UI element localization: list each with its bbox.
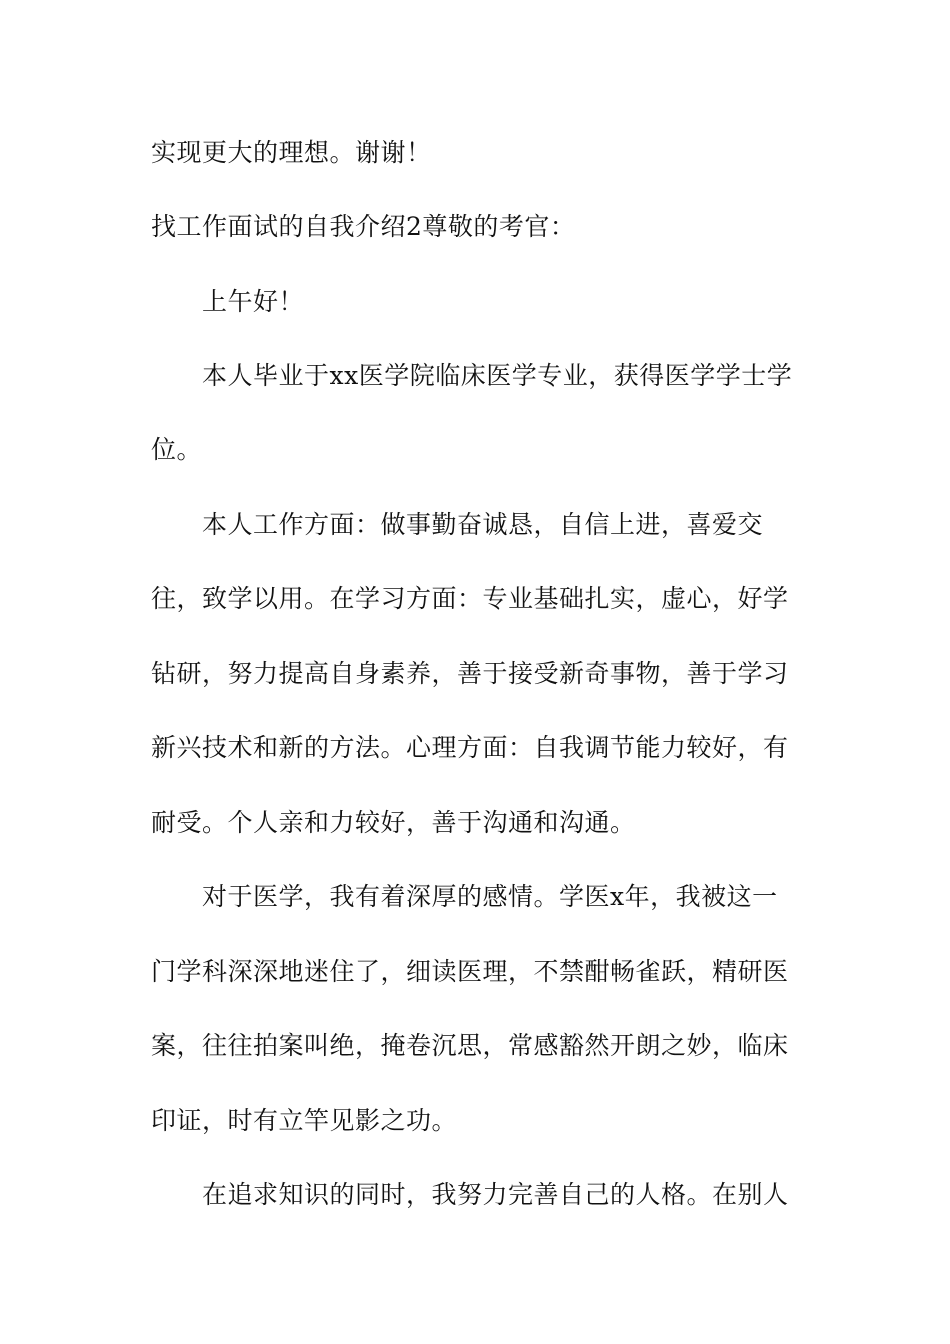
text-line: 往，致学以用。在学习方面：专业基础扎实，虚心，好学 [151, 584, 789, 613]
text-line: 门学科深深地迷住了，细读医理，不禁酣畅雀跃，精研医 [151, 957, 789, 986]
text-line: 位。 [151, 435, 203, 464]
text-line: 在追求知识的同时，我努力完善自己的人格。在别人 [202, 1180, 789, 1209]
text-line: 印证，时有立竿见影之功。 [151, 1106, 458, 1135]
text-line: 钻研，努力提高自身素养，善于接受新奇事物，善于学习 [151, 659, 789, 688]
text-line: 本人毕业于xx医学院临床医学专业，获得医学学士学 [202, 361, 793, 390]
text-line: 案，往往拍案叫绝，掩卷沉思，常感豁然开朗之妙，临床 [151, 1031, 789, 1060]
text-line: 找工作面试的自我介绍2尊敬的考官： [151, 212, 576, 241]
text-line: 对于医学，我有着深厚的感情。学医x年，我被这一 [202, 882, 778, 911]
text-line: 本人工作方面：做事勤奋诚恳，自信上进，喜爱交 [202, 510, 764, 539]
text-line: 实现更大的理想。谢谢！ [151, 138, 432, 167]
text-line: 耐受。个人亲和力较好，善于沟通和沟通。 [151, 808, 636, 837]
text-line: 新兴技术和新的方法。心理方面：自我调节能力较好，有 [151, 733, 789, 762]
text-line: 上午好！ [202, 287, 305, 316]
